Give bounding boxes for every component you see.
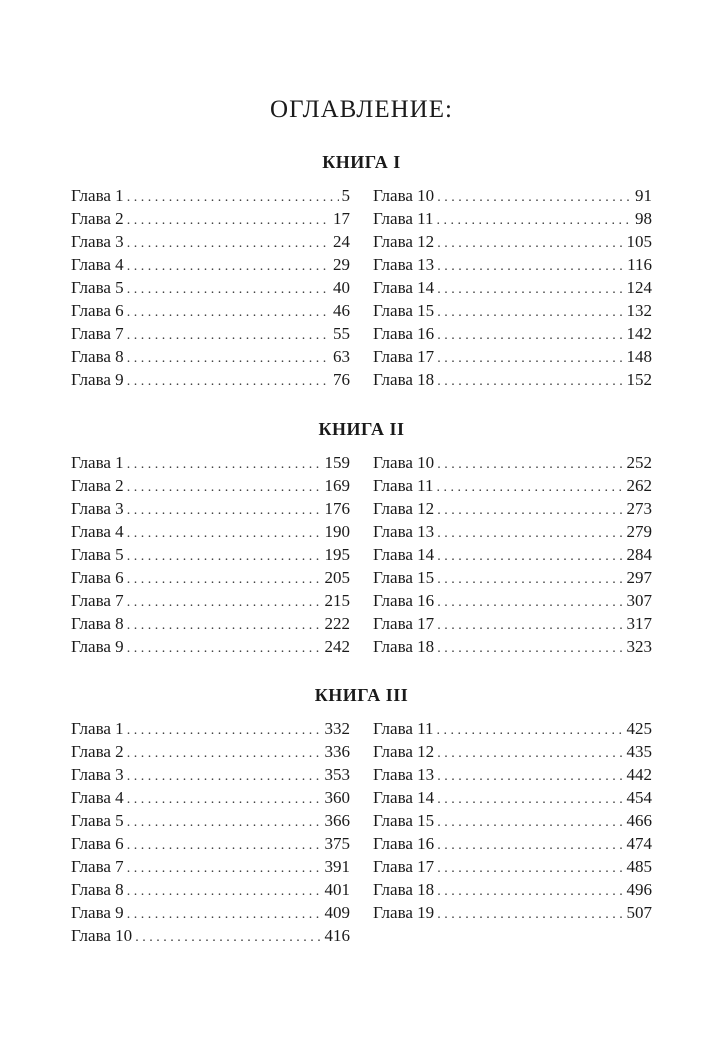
chapter-label: Глава 6: [71, 568, 124, 587]
dot-leader: [127, 209, 330, 232]
dot-leader: [127, 857, 322, 880]
dot-leader: [437, 637, 623, 660]
toc-entry: [71, 878, 350, 901]
page-number: 176: [324, 499, 350, 518]
chapter-label: Глава 16: [373, 834, 435, 853]
chapter-label: Глава 12: [373, 499, 435, 518]
chapter-label: Глава 7: [71, 591, 124, 610]
dot-leader: [437, 903, 623, 926]
chapter-label: Глава 1: [71, 453, 124, 472]
dot-leader: [437, 765, 623, 788]
page-number: 17: [333, 209, 350, 228]
chapter-label: Глава 2: [71, 209, 124, 228]
dot-leader: [437, 614, 623, 637]
dot-leader: [127, 499, 322, 522]
chapter-label: Глава 12: [373, 232, 435, 251]
chapter-label: Глава 3: [71, 765, 124, 784]
toc-entry: [373, 901, 652, 924]
chapter-label: Глава 9: [71, 637, 124, 656]
dot-leader: [437, 347, 623, 370]
toc-entry: [373, 717, 652, 740]
chapter-label: Глава 10: [373, 186, 435, 205]
book-3-heading: КНИГА III: [314, 685, 409, 705]
toc-entry: [373, 207, 652, 230]
page-number: 91: [635, 186, 652, 205]
chapter-label: Глава 17: [373, 347, 435, 366]
page-number: 317: [626, 614, 652, 633]
chapter-label: Глава 13: [373, 765, 435, 784]
toc-entry: [71, 855, 350, 878]
chapter-label: Глава 13: [373, 522, 435, 541]
dot-leader: [127, 788, 322, 811]
dot-leader: [437, 499, 623, 522]
chapter-label: Глава 11: [373, 209, 434, 228]
book-1-right-column: [373, 184, 652, 391]
dot-leader: [437, 370, 623, 393]
chapter-label: Глава 15: [373, 811, 435, 830]
toc-entry: [71, 786, 350, 809]
page-number: 159: [324, 453, 350, 472]
page-number: 323: [626, 637, 652, 656]
page-number: 55: [333, 324, 350, 343]
chapter-label: Глава 16: [373, 324, 435, 343]
chapter-label: Глава 10: [71, 926, 133, 945]
dot-leader: [127, 255, 330, 278]
chapter-label: Глава 10: [373, 453, 435, 472]
toc-entry: [71, 497, 350, 520]
chapter-label: Глава 3: [71, 499, 124, 518]
dot-leader: [437, 834, 623, 857]
page-number: 262: [626, 476, 652, 495]
toc-entry: [71, 451, 350, 474]
toc-entry: [373, 368, 652, 391]
book-1-heading: КНИГА I: [322, 152, 401, 172]
toc-entry: [373, 276, 652, 299]
chapter-label: Глава 3: [71, 232, 124, 251]
book-2-heading: КНИГА II: [318, 419, 405, 439]
dot-leader: [437, 522, 623, 545]
page-number: 284: [626, 545, 652, 564]
dot-leader: [127, 347, 330, 370]
toc-entry: [373, 543, 652, 566]
page-number: 307: [626, 591, 652, 610]
toc-entry: [71, 368, 350, 391]
dot-leader: [437, 591, 623, 614]
dot-leader: [437, 324, 623, 347]
toc-entry: [373, 184, 652, 207]
toc-entry: [373, 566, 652, 589]
chapter-label: Глава 4: [71, 522, 124, 541]
toc-entry: [71, 740, 350, 763]
chapter-label: Глава 18: [373, 880, 435, 899]
page-number: 466: [626, 811, 652, 830]
page-number: 29: [333, 255, 350, 274]
page-number: 332: [324, 719, 350, 738]
dot-leader: [437, 186, 632, 209]
chapter-label: Глава 8: [71, 347, 124, 366]
dot-leader: [437, 568, 623, 591]
toc-entry: [373, 253, 652, 276]
page-number: 442: [626, 765, 652, 784]
dot-leader: [437, 453, 623, 476]
dot-leader: [127, 903, 322, 926]
dot-leader: [127, 324, 330, 347]
dot-leader: [127, 614, 322, 637]
toc-entry: [373, 740, 652, 763]
dot-leader: [127, 301, 330, 324]
dot-leader: [127, 765, 322, 788]
dot-leader: [127, 719, 322, 742]
page-number: 142: [626, 324, 652, 343]
toc-entry: [373, 497, 652, 520]
chapter-label: Глава 2: [71, 742, 124, 761]
toc-entry: [71, 635, 350, 658]
page-number: 124: [626, 278, 652, 297]
chapter-label: Глава 14: [373, 788, 435, 807]
dot-leader: [127, 568, 322, 591]
toc-entry: [71, 543, 350, 566]
dot-leader: [437, 545, 623, 568]
page-number: 40: [333, 278, 350, 297]
chapter-label: Глава 5: [71, 278, 124, 297]
dot-leader: [127, 591, 322, 614]
toc-entry: [71, 809, 350, 832]
chapter-label: Глава 18: [373, 637, 435, 656]
page-number: 391: [324, 857, 350, 876]
toc-entry: [373, 786, 652, 809]
page-number: 507: [626, 903, 652, 922]
page-number: 148: [626, 347, 652, 366]
toc-title: ОГЛАВЛЕНИЕ:: [270, 96, 453, 123]
toc-entry: [71, 717, 350, 740]
toc-entry: [71, 901, 350, 924]
toc-entry: [71, 253, 350, 276]
dot-leader: [127, 637, 322, 660]
dot-leader: [127, 186, 339, 209]
page-number: 132: [626, 301, 652, 320]
book-2-right-column: [373, 451, 652, 658]
book-3-right-column: [373, 717, 652, 924]
chapter-label: Глава 11: [373, 476, 434, 495]
toc-entry: [373, 832, 652, 855]
chapter-label: Глава 8: [71, 880, 124, 899]
toc-entry: [71, 184, 350, 207]
page-number: 496: [626, 880, 652, 899]
chapter-label: Глава 5: [71, 811, 124, 830]
dot-leader: [437, 742, 623, 765]
page-number: 242: [324, 637, 350, 656]
dot-leader: [437, 278, 623, 301]
dot-leader: [127, 232, 330, 255]
toc-entry: [71, 589, 350, 612]
page-number: 409: [324, 903, 350, 922]
toc-entry: [71, 520, 350, 543]
page-number: 116: [627, 255, 652, 274]
dot-leader: [437, 476, 624, 499]
page-number: 205: [324, 568, 350, 587]
chapter-label: Глава 5: [71, 545, 124, 564]
chapter-label: Глава 15: [373, 301, 435, 320]
toc-entry: [71, 322, 350, 345]
dot-leader: [127, 476, 322, 499]
page-number: 24: [333, 232, 350, 251]
toc-entry: [373, 635, 652, 658]
toc-entry: [373, 230, 652, 253]
book-1-left-column: [71, 184, 350, 391]
dot-leader: [437, 301, 623, 324]
book-2-left-column: [71, 451, 350, 658]
dot-leader: [437, 719, 624, 742]
chapter-label: Глава 17: [373, 857, 435, 876]
dot-leader: [437, 788, 623, 811]
page-number: 454: [626, 788, 652, 807]
book-3-left-column: [71, 717, 350, 947]
page-number: 152: [626, 370, 652, 389]
toc-entry: [373, 809, 652, 832]
page-number: 353: [324, 765, 350, 784]
toc-entry: [71, 832, 350, 855]
chapter-label: Глава 12: [373, 742, 435, 761]
page-number: 273: [626, 499, 652, 518]
chapter-label: Глава 18: [373, 370, 435, 389]
dot-leader: [127, 880, 322, 903]
page-number: 336: [324, 742, 350, 761]
toc-entry: [373, 855, 652, 878]
chapter-label: Глава 19: [373, 903, 435, 922]
chapter-label: Глава 15: [373, 568, 435, 587]
dot-leader: [437, 857, 623, 880]
toc-entry: [71, 566, 350, 589]
page-number: 279: [626, 522, 652, 541]
page-number: 252: [626, 453, 652, 472]
page-number: 360: [324, 788, 350, 807]
page-number: 435: [626, 742, 652, 761]
dot-leader: [135, 926, 321, 949]
page-number: 366: [324, 811, 350, 830]
chapter-label: Глава 13: [373, 255, 435, 274]
chapter-label: Глава 7: [71, 324, 124, 343]
dot-leader: [127, 811, 322, 834]
page-number: 98: [635, 209, 652, 228]
dot-leader: [437, 811, 623, 834]
toc-entry: [373, 451, 652, 474]
dot-leader: [127, 742, 322, 765]
page-number: 485: [626, 857, 652, 876]
dot-leader: [127, 278, 330, 301]
chapter-label: Глава 14: [373, 278, 435, 297]
chapter-label: Глава 17: [373, 614, 435, 633]
toc-entry: [71, 299, 350, 322]
chapter-label: Глава 9: [71, 903, 124, 922]
page-number: 416: [324, 926, 350, 945]
chapter-label: Глава 4: [71, 788, 124, 807]
dot-leader: [437, 232, 623, 255]
chapter-label: Глава 6: [71, 301, 124, 320]
dot-leader: [127, 545, 322, 568]
toc-entry: [373, 612, 652, 635]
page-number: 215: [324, 591, 350, 610]
dot-leader: [437, 209, 632, 232]
toc-entry: [71, 230, 350, 253]
page-number: 63: [333, 347, 350, 366]
toc-entry: [71, 276, 350, 299]
dot-leader: [437, 255, 624, 278]
toc-entry: [373, 345, 652, 368]
chapter-label: Глава 4: [71, 255, 124, 274]
page-number: 401: [324, 880, 350, 899]
dot-leader: [127, 834, 322, 857]
page-number: 76: [333, 370, 350, 389]
page-number: 375: [324, 834, 350, 853]
toc-entry: [373, 878, 652, 901]
page-number: 46: [333, 301, 350, 320]
page-number: 474: [626, 834, 652, 853]
chapter-label: Глава 2: [71, 476, 124, 495]
toc-entry: [373, 474, 652, 497]
page-number: 5: [341, 186, 350, 205]
toc-entry: [71, 924, 350, 947]
toc-entry: [71, 612, 350, 635]
toc-entry: [71, 207, 350, 230]
dot-leader: [127, 522, 322, 545]
chapter-label: Глава 9: [71, 370, 124, 389]
toc-entry: [373, 520, 652, 543]
chapter-label: Глава 11: [373, 719, 434, 738]
chapter-label: Глава 7: [71, 857, 124, 876]
chapter-label: Глава 14: [373, 545, 435, 564]
page-number: 169: [324, 476, 350, 495]
page-number: 195: [324, 545, 350, 564]
chapter-label: Глава 16: [373, 591, 435, 610]
chapter-label: Глава 1: [71, 186, 124, 205]
toc-entry: [71, 763, 350, 786]
dot-leader: [127, 370, 330, 393]
toc-entry: [71, 345, 350, 368]
toc-entry: [71, 474, 350, 497]
chapter-label: Глава 6: [71, 834, 124, 853]
page-number: 105: [626, 232, 652, 251]
toc-entry: [373, 322, 652, 345]
dot-leader: [437, 880, 623, 903]
dot-leader: [127, 453, 322, 476]
chapter-label: Глава 8: [71, 614, 124, 633]
page-number: 222: [324, 614, 350, 633]
chapter-label: Глава 1: [71, 719, 124, 738]
toc-entry: [373, 589, 652, 612]
page-number: 425: [626, 719, 652, 738]
page-number: 190: [324, 522, 350, 541]
toc-entry: [373, 299, 652, 322]
toc-entry: [373, 763, 652, 786]
page-number: 297: [626, 568, 652, 587]
